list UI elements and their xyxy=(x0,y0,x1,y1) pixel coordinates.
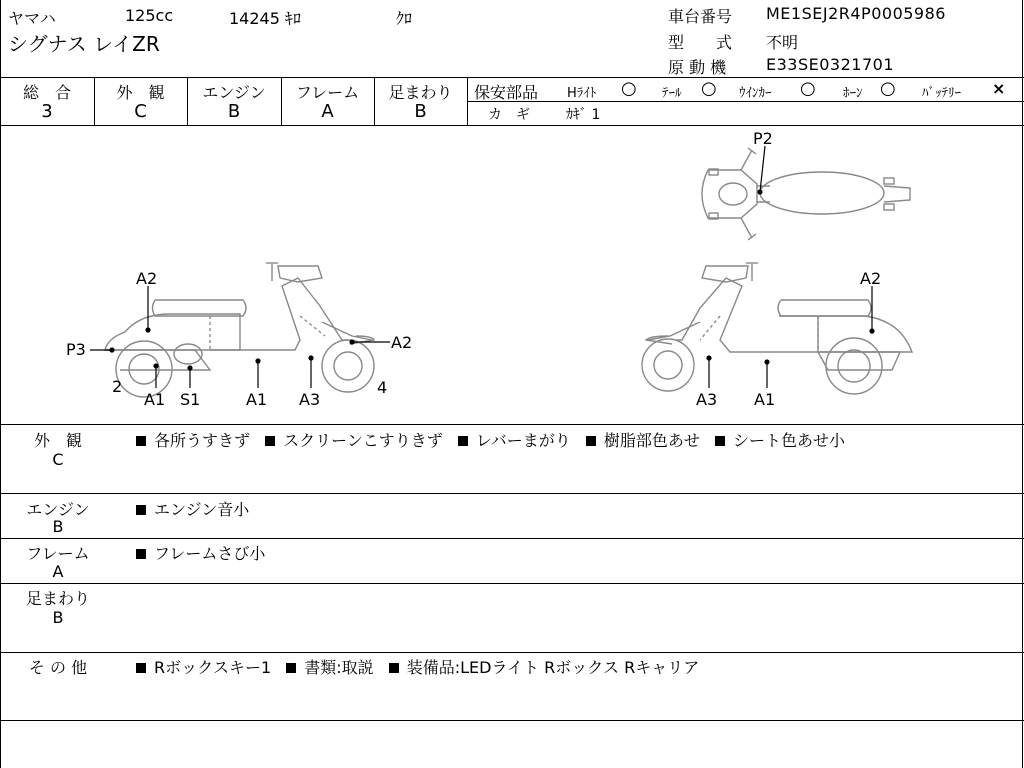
grade-chassis-label: 足まわり xyxy=(388,83,453,102)
maker: ヤマハ xyxy=(8,9,56,28)
bullet-icon xyxy=(715,436,725,446)
bullet-icon xyxy=(265,436,275,446)
taillight-label: ﾃｰﾙ xyxy=(662,86,682,101)
label-p2: P2 xyxy=(753,129,773,148)
frame-number: ME1SEJ2R4P0005986 xyxy=(766,4,946,23)
section-frame-notes xyxy=(136,541,275,564)
label-s1: S1 xyxy=(180,390,201,409)
label-left-a2: A2 xyxy=(136,269,158,288)
model-name: シグナス レイZR xyxy=(8,32,160,56)
section-engine-notes xyxy=(136,497,259,520)
label-right-a2: A2 xyxy=(860,269,882,288)
headlight-label: Hﾗｲﾄ xyxy=(567,86,597,101)
section-chassis-grade: B xyxy=(52,608,64,627)
note: Rボックスキー1 xyxy=(154,658,272,677)
label-left-a2-front: A2 xyxy=(391,333,413,352)
battery-status: × xyxy=(992,79,1006,98)
note: 書類:取説 xyxy=(304,658,374,677)
label-left-a1-a: A1 xyxy=(144,390,166,409)
label-p3: P3 xyxy=(66,340,86,359)
color: ｸﾛ xyxy=(396,9,413,28)
bullet-icon xyxy=(389,663,399,673)
label-2: 2 xyxy=(112,377,123,396)
bullet-icon xyxy=(286,663,296,673)
note: シート色あせ小 xyxy=(732,431,845,450)
taillight-status: ○ xyxy=(701,78,717,99)
section-frame-label: フレーム xyxy=(26,544,90,563)
mileage: 14245 ｷﾛ xyxy=(229,9,301,28)
note: 樹脂部色あせ xyxy=(603,431,700,450)
note: レバーまがり xyxy=(475,431,571,450)
section-engine-grade: B xyxy=(52,517,64,536)
section-frame-grade: A xyxy=(52,562,64,581)
grade-overall: 3 xyxy=(41,101,53,122)
key-value: ｶｷﾞ 1 xyxy=(566,107,601,123)
horn-status: ○ xyxy=(880,78,896,99)
section-exterior-label: 外 観 xyxy=(33,431,82,450)
winker-label: ｳｲﾝｶｰ xyxy=(739,86,772,101)
label-left-a1-b: A1 xyxy=(246,390,268,409)
grade-overall-label: 総 合 xyxy=(22,83,71,102)
type-label: 型 式 xyxy=(668,33,733,52)
grade-frame-label: フレーム xyxy=(295,83,360,102)
section-other-notes xyxy=(136,655,709,678)
winker-status: ○ xyxy=(800,78,816,99)
note: フレームさび小 xyxy=(154,544,266,563)
type-value: 不明 xyxy=(766,33,799,52)
grade-exterior-label: 外 観 xyxy=(116,83,165,102)
note: エンジン音小 xyxy=(154,500,250,519)
horn-label: ﾎｰﾝ xyxy=(843,86,863,101)
grade-engine-label: エンジン xyxy=(202,83,266,102)
grade-chassis: B xyxy=(414,101,427,122)
bullet-icon xyxy=(136,505,146,515)
bullet-icon xyxy=(136,436,146,446)
bullet-icon xyxy=(458,436,468,446)
bullet-icon xyxy=(136,663,146,673)
frame-number-label: 車台番号 xyxy=(668,7,733,26)
bullet-icon xyxy=(586,436,596,446)
label-right-a3: A3 xyxy=(696,390,718,409)
battery-label: ﾊﾞｯﾃﾘｰ xyxy=(922,86,961,101)
note: スクリーンこすりきず xyxy=(283,431,443,450)
bullet-icon xyxy=(136,549,146,559)
label-left-a3: A3 xyxy=(299,390,321,409)
key-label: カ ギ xyxy=(488,107,530,123)
section-chassis-label: 足まわり xyxy=(25,589,90,608)
note: 装備品:LEDライト Rボックス Rキャリア xyxy=(406,658,700,677)
displacement: 125cc xyxy=(125,6,174,25)
damage-diagram xyxy=(0,126,1024,424)
label-right-a1: A1 xyxy=(754,390,776,409)
grade-frame: A xyxy=(321,101,334,122)
grade-engine: B xyxy=(227,101,241,122)
label-4: 4 xyxy=(377,378,388,397)
grade-exterior: C xyxy=(134,101,147,122)
scooter-top-view xyxy=(702,148,910,240)
section-exterior-grade: C xyxy=(52,450,64,469)
headlight-status: ○ xyxy=(621,78,637,99)
section-exterior-notes xyxy=(136,428,855,451)
engine-number: E33SE0321701 xyxy=(766,55,894,74)
engine-number-label: 原 動 機 xyxy=(668,58,727,77)
safety-title: 保安部品 xyxy=(474,83,539,102)
section-other-label: そ の 他 xyxy=(28,658,88,677)
note: 各所うすきず xyxy=(154,431,251,450)
section-engine-label: エンジン xyxy=(26,500,90,519)
